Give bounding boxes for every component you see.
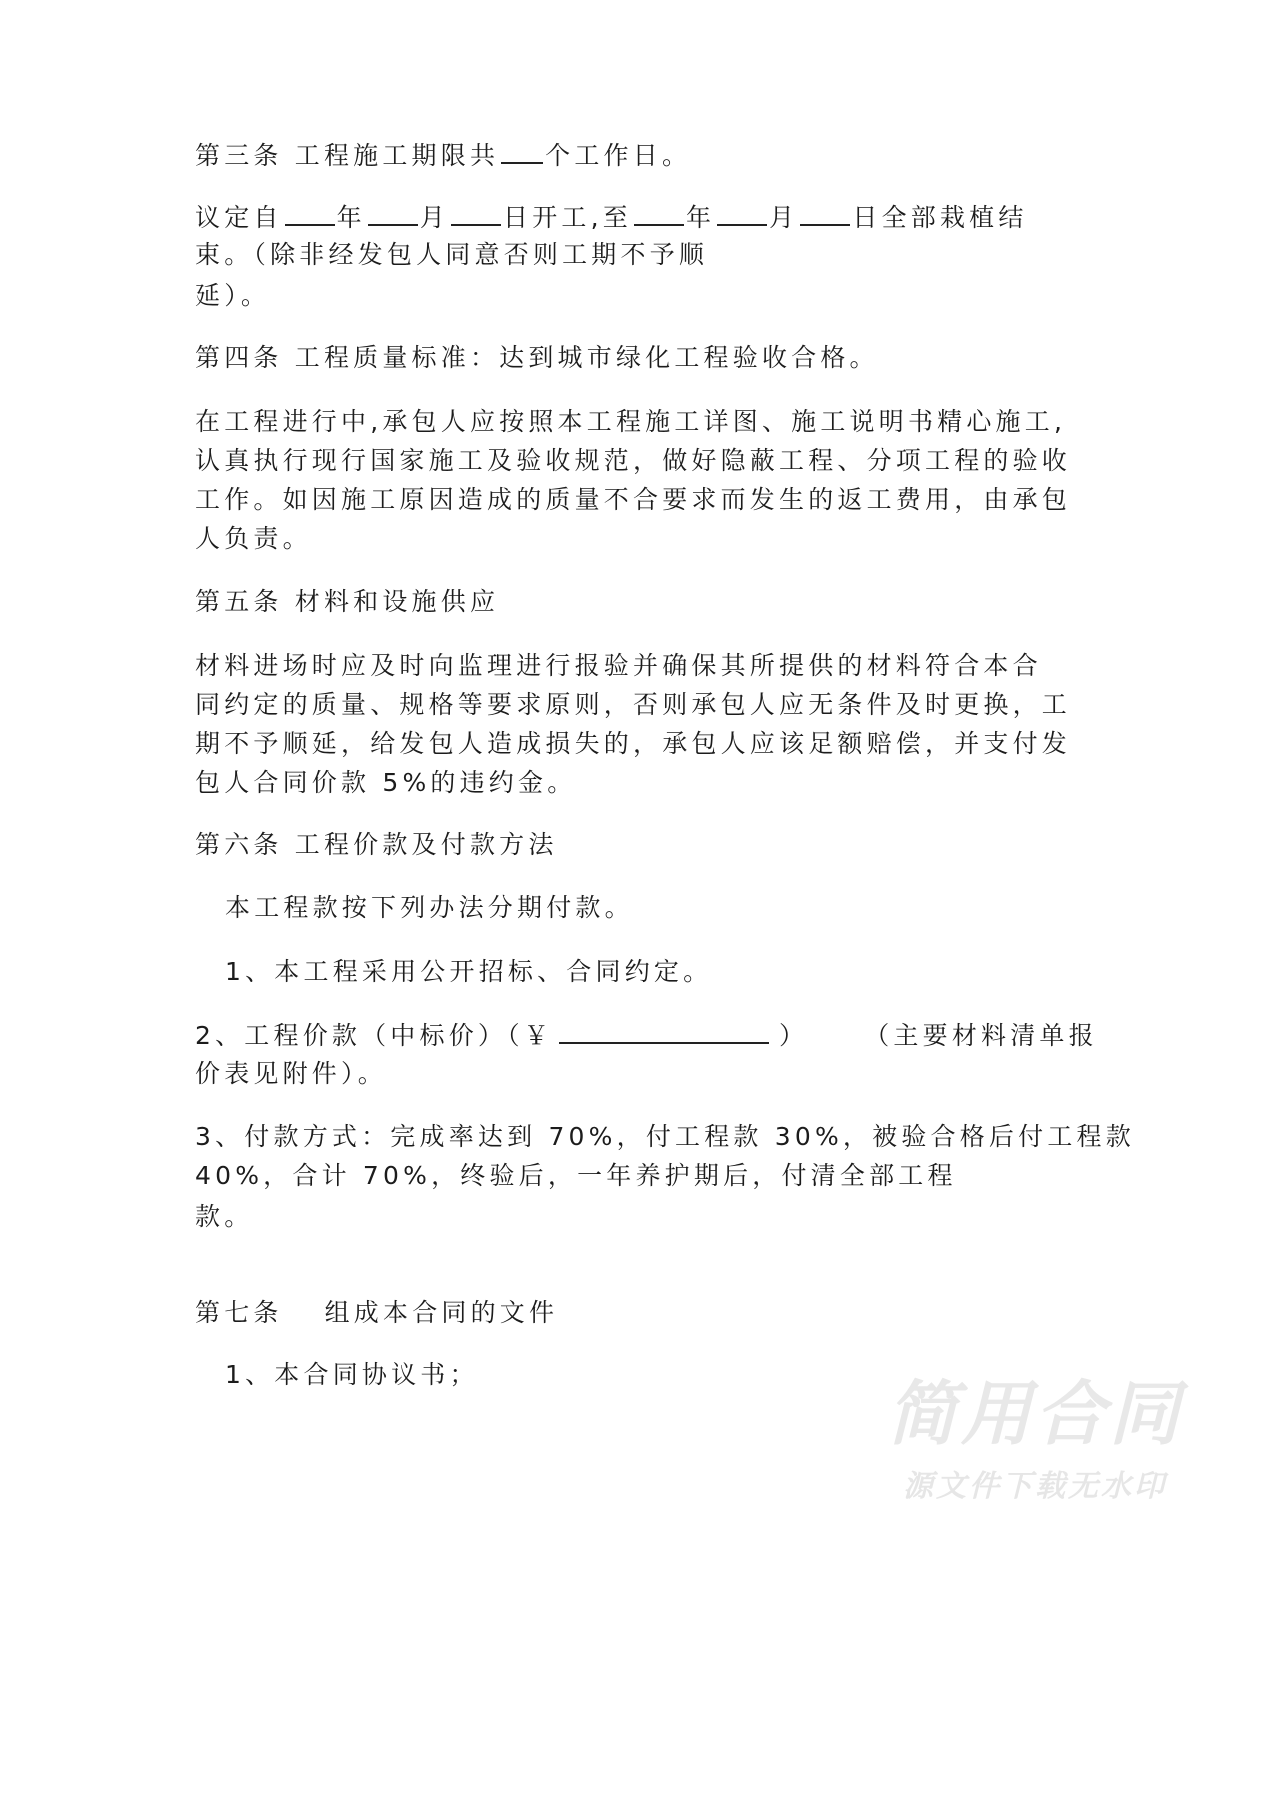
article4-body-line: 认真执行现行国家施工及验收规范，做好隐蔽工程、分项工程的验收	[195, 446, 1072, 475]
article5-body-line: 同约定的质量、规格等要求原则，否则承包人应无条件及时更换，工	[195, 690, 1072, 719]
text-segment: 日全部栽植结	[852, 203, 1028, 232]
article5-heading: 第五条 材料和设施供应	[195, 587, 500, 616]
item2-prefix: 2、工程价款（中标价）（￥	[195, 1021, 554, 1050]
article7-item1: 1、本合同协议书；	[225, 1360, 479, 1389]
watermark-main: 简用合同	[887, 1373, 1183, 1455]
article5-body-line: 期不予顺延，给发包人造成损失的，承包人应该足额赔偿，并支付发	[195, 729, 1072, 758]
text-segment: 日开工,至	[503, 203, 632, 232]
item2-close-paren: ）	[779, 1021, 809, 1050]
start-month-blank	[368, 202, 418, 226]
article7-heading-right: 组成本合同的文件	[324, 1298, 559, 1327]
article6-item3-line: 款。	[195, 1202, 254, 1231]
article6-item2-line2: 价表见附件）。	[195, 1059, 387, 1088]
article6-item3-line: 40%，合计 70%，终验后，一年养护期后，付清全部工程	[195, 1161, 957, 1190]
article3-line3: 束。（除非经发包人同意否则工期不予顺	[195, 240, 709, 269]
text-segment: 议定自	[195, 203, 283, 232]
article4-heading: 第四条 工程质量标准：达到城市绿化工程验收合格。	[195, 343, 879, 372]
article3-heading-suffix: 个工作日。	[545, 141, 692, 170]
watermark-sub: 源文件下载无水印	[903, 1469, 1167, 1504]
article4-body-line: 在工程进行中,承包人应按照本工程施工详图、施工说明书精心施工,	[195, 407, 1067, 436]
article3-line4: 延）。	[195, 281, 271, 310]
article6-item3-line: 3、付款方式：完成率达到 70%，付工程款 30%，被验合格后付工程款	[195, 1122, 1135, 1151]
text-segment: 年	[685, 203, 716, 232]
bid-price-blank	[559, 1020, 769, 1044]
text-segment: 月	[769, 203, 799, 232]
article6-item1: 1、本工程采用公开招标、合同约定。	[225, 957, 713, 986]
article5-body-line: 包人合同价款 5%的违约金。	[195, 768, 577, 797]
article3-heading-prefix: 第三条 工程施工期限共	[195, 141, 500, 170]
text-segment: 月	[419, 203, 450, 232]
end-year-blank	[634, 202, 684, 226]
item2-suffix: （主要材料清单报	[864, 1021, 1098, 1050]
article4-body-line: 人负责。	[195, 524, 312, 553]
workdays-blank	[501, 140, 543, 164]
end-day-blank	[800, 202, 850, 226]
article7-heading-left: 第七条	[195, 1298, 283, 1327]
watermark	[880, 1375, 1190, 1507]
article5-body-line: 材料进场时应及时向监理进行报验并确保其所提供的材料符合本合	[195, 651, 1042, 680]
article7-heading	[195, 1298, 558, 1328]
article6-item2	[195, 1020, 1098, 1051]
text-segment: 年	[336, 203, 366, 232]
article3-dates-line	[195, 202, 1028, 233]
end-month-blank	[717, 202, 767, 226]
article6-intro: 本工程款按下列办法分期付款。	[225, 893, 634, 922]
start-year-blank	[285, 202, 335, 226]
start-day-blank	[451, 202, 501, 226]
article3-heading	[195, 140, 691, 171]
article6-heading: 第六条 工程价款及付款方法	[195, 830, 558, 859]
article4-body-line: 工作。如因施工原因造成的质量不合要求而发生的返工费用，由承包	[195, 485, 1072, 514]
